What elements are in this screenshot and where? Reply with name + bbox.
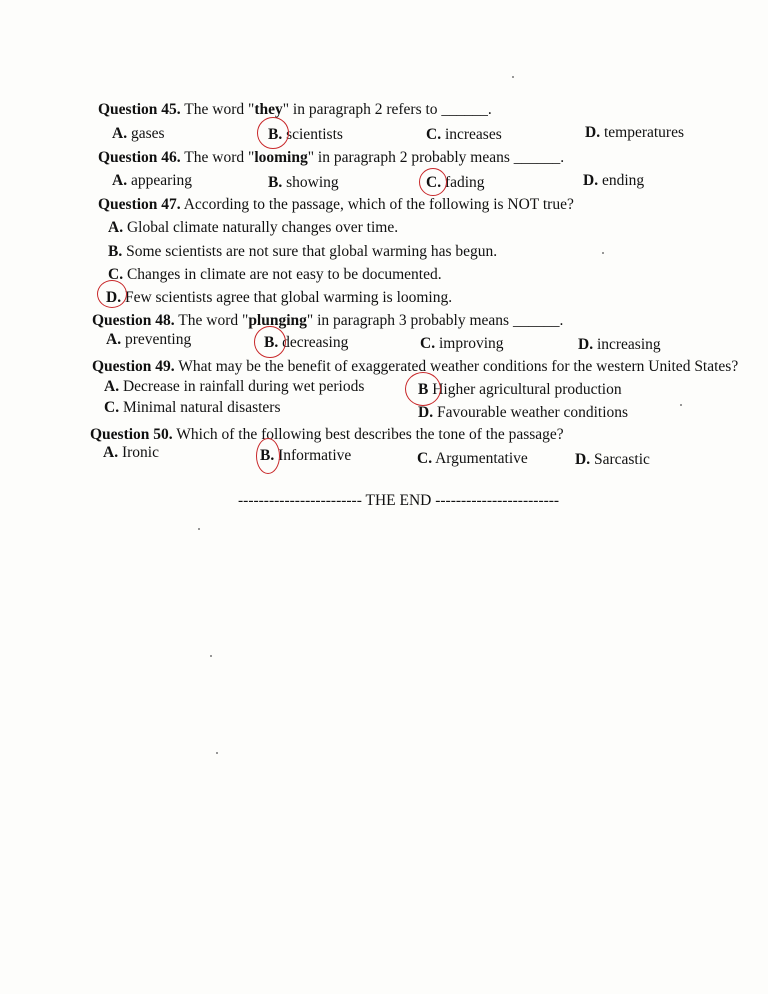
keyword: they xyxy=(254,101,283,118)
answer-circle-mark xyxy=(256,438,280,474)
option-b: B. Informative xyxy=(260,447,352,464)
question-number: Question 49. xyxy=(92,358,175,375)
option-d: D. Sarcastic xyxy=(575,451,650,468)
answer-circle-mark xyxy=(257,117,289,149)
keyword: looming xyxy=(254,149,308,166)
answer-circle-mark xyxy=(97,280,127,308)
the-end-footer: ------------------------ THE END ------------------------ xyxy=(238,492,560,509)
option-b: B. scientists xyxy=(268,126,343,143)
option-c: C. improving xyxy=(420,335,504,352)
option-c: C. Changes in climate are not easy to be documented. xyxy=(108,266,442,283)
question-47: Question 47. According to the passage, which of the following is NOT true? xyxy=(98,196,574,213)
option-c: C. increases xyxy=(426,126,502,143)
option-a: A. gases xyxy=(112,125,165,142)
question-number: Question 46. xyxy=(98,149,181,166)
question-number: Question 47. xyxy=(98,196,181,213)
question-50: Question 50. Which of the following best describes the tone of the passage? xyxy=(90,426,564,443)
question-number: Question 48. xyxy=(92,312,175,329)
option-d: D. ending xyxy=(583,172,645,189)
scan-speck xyxy=(512,76,514,78)
option-c: C. Argumentative xyxy=(417,450,528,467)
answer-circle-mark xyxy=(419,168,447,196)
option-d: D. increasing xyxy=(578,336,661,353)
keyword: plunging xyxy=(248,312,307,329)
scan-speck xyxy=(210,655,212,657)
option-d: D. temperatures xyxy=(585,124,684,141)
scan-speck xyxy=(216,752,218,754)
answer-circle-mark xyxy=(405,372,441,406)
question-46: Question 46. The word "looming" in paragraph 2 probably means ______. xyxy=(98,149,565,166)
option-a: A. Global climate naturally changes over time. xyxy=(108,219,399,236)
question-48: Question 48. The word "plunging" in paragraph 3 probably means ______. xyxy=(92,312,564,329)
option-b: B. showing xyxy=(268,174,339,191)
question-number: Question 50. xyxy=(90,426,173,443)
option-d: D. Few scientists agree that global warming is looming. xyxy=(106,289,453,306)
option-b: B. Some scientists are not sure that global warming has begun. xyxy=(108,243,498,260)
option-a: A. preventing xyxy=(106,331,192,348)
scan-speck xyxy=(680,404,682,406)
answer-circle-mark xyxy=(254,326,286,358)
option-a: A. appearing xyxy=(112,172,193,189)
option-b: B. decreasing xyxy=(264,334,349,351)
option-a: A. Decrease in rainfall during wet periods xyxy=(104,378,365,395)
option-b: B Higher agricultural production xyxy=(418,381,622,398)
question-45: Question 45. The word "they" in paragraph 2 refers to ______. xyxy=(98,101,492,118)
option-a: A. Ironic xyxy=(103,444,159,461)
scan-speck xyxy=(602,252,604,254)
option-d: D. Favourable weather conditions xyxy=(418,404,629,421)
question-49: Question 49. What may be the benefit of exaggerated weather conditions for the western United States? xyxy=(92,358,739,375)
option-c: C. fading xyxy=(426,174,485,191)
option-c: C. Minimal natural disasters xyxy=(104,399,281,416)
question-number: Question 45. xyxy=(98,101,181,118)
scan-speck xyxy=(198,528,200,530)
